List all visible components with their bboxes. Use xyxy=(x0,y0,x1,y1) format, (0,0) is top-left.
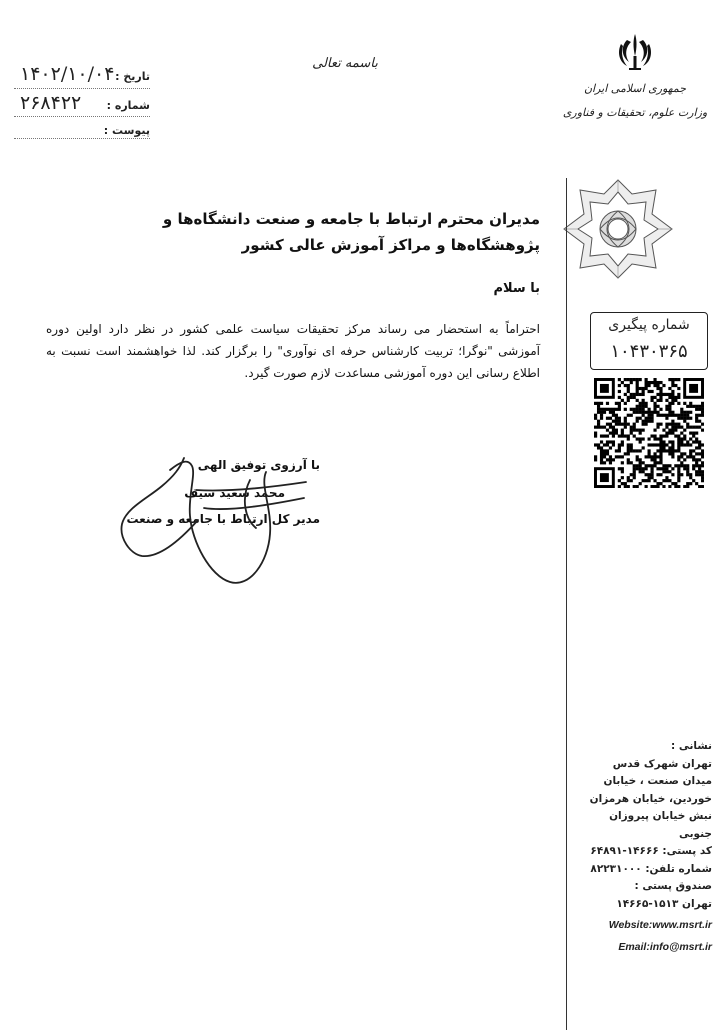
handwritten-signature xyxy=(100,450,330,600)
iran-emblem-icon xyxy=(615,30,655,74)
number-label: شماره : xyxy=(106,99,150,112)
address-title: نشانی : xyxy=(671,740,712,752)
signer-title: مدیر کل ارتباط با جامعه و صنعت xyxy=(126,512,320,526)
emblem-line2: وزارت علوم، تحقیقات و فناوری xyxy=(562,106,708,119)
qr-code-icon xyxy=(594,378,704,488)
date-label: تاریخ : xyxy=(115,70,150,83)
emblem-line1: جمهوری اسلامی ایران xyxy=(583,82,687,95)
closing-line: با آرزوی توفیق الهی xyxy=(197,458,320,472)
letter-meta xyxy=(14,63,150,146)
address-line: کد پستی: ۱۴۶۶۶-۶۴۸۹۱ xyxy=(590,845,712,857)
tracking-number: ۱۰۴۳۰۳۶۵ xyxy=(610,341,688,362)
salutation: با سلام xyxy=(493,281,540,296)
number-row xyxy=(14,94,150,117)
attachment-row xyxy=(14,120,150,139)
address-line: میدان صنعت ، خیابان xyxy=(603,775,712,787)
address-line: نبش خیابان پیروزان جنوبی xyxy=(609,810,712,840)
basmala xyxy=(300,52,390,71)
basmala-text: باسمه تعالی xyxy=(312,56,378,71)
address-line: تهران ۱۵۱۳-۱۴۶۶۵ xyxy=(616,897,712,910)
ministry-emblem xyxy=(560,30,710,140)
address-line: شماره تلفن: ۸۲۲۳۱۰۰۰ xyxy=(590,862,712,875)
islamic-star-ornament-icon xyxy=(560,176,676,282)
address-line: خوردین، خیابان هرمزان xyxy=(589,792,712,805)
letter-heading: مدیران محترم ارتباط با جامعه و صنعت دانشگاه‌ها و پژوهشگاه‌ها و مراکز آموزش عالی کشور xyxy=(162,210,540,254)
signer-name: محمد سعید سیف xyxy=(184,486,285,500)
tracking-box xyxy=(590,312,708,370)
address-line: تهران شهرک قدس xyxy=(612,757,712,770)
letter-body: احتراماً به استحضار می رساند مرکز تحقیقات سیاست علمی کشور در نظر دارد اولین دوره آموزشی "نوگرا؛ تربیت کارشناس حرفه ای نوآوری" را برگزار کند. لذا خواهشمند است نسبت به اطلاع رسانی این دوره آموزشی مساعدت لازم صورت گیرد. xyxy=(46,322,540,380)
website-link[interactable]: Website:www.msrt.ir xyxy=(608,919,712,931)
date-value: ۱۴۰۲/۱۰/۰۴ xyxy=(20,63,115,85)
qr-code xyxy=(594,378,704,488)
signature-block xyxy=(100,450,330,600)
ornament xyxy=(560,176,676,282)
address-line: صندوق پستی : xyxy=(634,880,712,892)
email-link[interactable]: Email:info@msrt.ir xyxy=(618,941,712,953)
date-row xyxy=(14,63,150,89)
attachment-label: پیوست : xyxy=(103,124,150,137)
number-value: ۲۶۸۴۲۲ xyxy=(20,92,82,114)
address-block xyxy=(578,738,712,968)
margin-separator xyxy=(566,178,567,1030)
tracking-label: شماره پیگیری xyxy=(608,317,690,333)
